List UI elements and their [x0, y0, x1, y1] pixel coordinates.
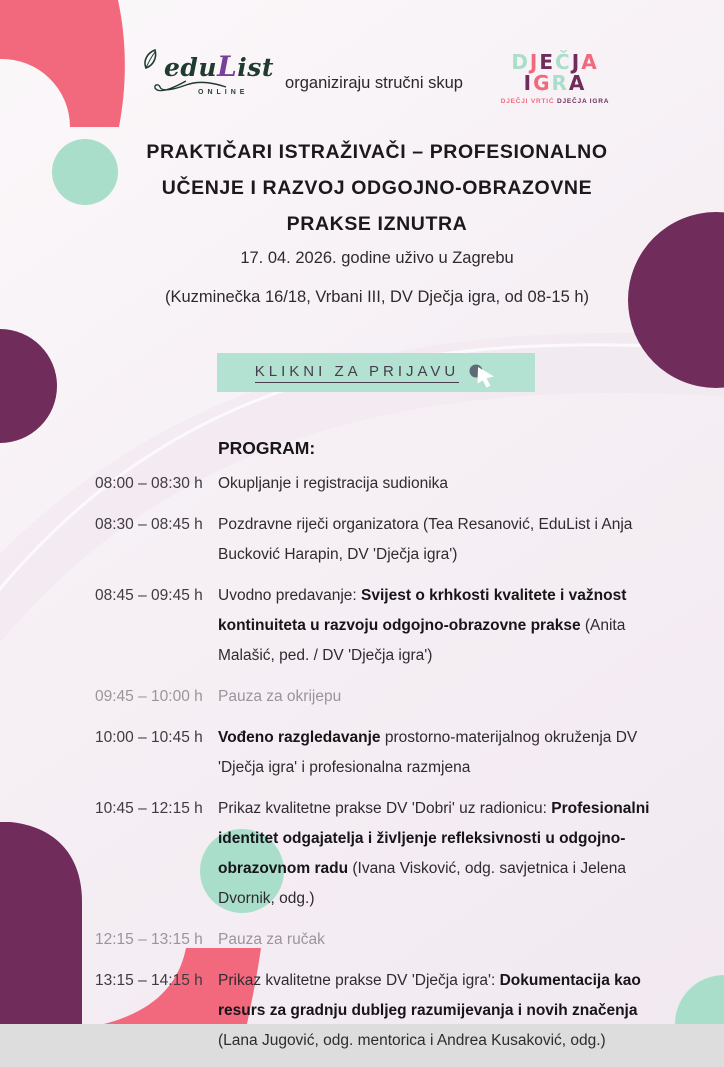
program-desc: Prikaz kvalitetne prakse DV 'Dobri' uz radionicu: Profesionalni identitet odgajatelja i življenje refleksivnosti u odgojno-obrazovnom radu (Ivana Visković, odg. savjetnica i Jelena Dvornik, odg.): [218, 800, 650, 907]
program-time: 13:15 – 14:15 h: [95, 972, 203, 989]
program-desc: Pauza za okrijepu: [218, 688, 342, 705]
program-heading: PROGRAM:: [218, 438, 316, 458]
title-line-2: UČENJE I RAZVOJ ODGOJNO-OBRAZOVNE: [161, 177, 593, 199]
edulist-word-part2: L: [217, 50, 238, 83]
vrtic-logo-line1: DJEČJA: [511, 50, 599, 74]
program-desc: Pozdravne riječi organizatora (Tea Resanović, EduList i Anja Bucković Harapin, DV 'Dječja igra'): [218, 516, 633, 563]
program-time: 08:30 – 08:45 h: [95, 516, 203, 533]
program-row: [95, 966, 665, 1056]
leaf-icon: [142, 48, 166, 76]
vrtic-logo-line2: IGRA: [523, 71, 587, 95]
cta-label[interactable]: KLIKNI ZA PRIJAVU: [255, 363, 459, 383]
program-time: 12:15 – 13:15 h: [95, 931, 203, 948]
edulist-wordmark: [164, 50, 286, 83]
program-section: [95, 438, 665, 1067]
event-location: (Kuzminečka 16/18, Vrbani III, DV Dječja igra, od 08-15 h): [164, 288, 590, 306]
edulist-logo: [146, 50, 286, 96]
program-row: [95, 723, 665, 783]
edulist-word-part3: ist: [237, 53, 274, 82]
program-desc: Okupljanje i registracija sudionika: [218, 475, 449, 492]
program-time: 10:45 – 12:15 h: [95, 800, 203, 817]
program-desc: Vođeno razgledavanje prostorno-materijalnog okruženja DV 'Dječja igra' i profesionalna razmjena: [218, 729, 638, 776]
program-time: 08:45 – 09:45 h: [95, 587, 203, 604]
program-time: 10:00 – 10:45 h: [95, 729, 203, 746]
program-row: [95, 469, 665, 499]
program-rows: [95, 469, 665, 1056]
title-line-1: PRAKTIČARI ISTRAŽIVAČI – PROFESIONALNO: [146, 141, 608, 163]
edulist-word-part1: edu: [164, 53, 218, 82]
vrtic-logo: [500, 52, 610, 105]
organizer-text: organiziraju stručni skup: [285, 74, 463, 92]
cta-button[interactable]: [217, 353, 535, 392]
program-row: [95, 682, 665, 712]
program-time: 08:00 – 08:30 h: [95, 475, 203, 492]
program-desc: Pauza za ručak: [218, 931, 325, 948]
cursor-icon: [467, 362, 497, 390]
title-line-3: PRAKSE IZNUTRA: [286, 213, 468, 235]
program-time: 09:45 – 10:00 h: [95, 688, 203, 705]
program-row: [95, 794, 665, 914]
program-desc: Uvodno predavanje: Svijest o krhkosti kvalitete i važnost kontinuiteta u razvoju odgojno-obrazovne prakse (Anita Malašić, ped. / DV 'Dječja igra'): [218, 587, 627, 664]
edulist-online-label: ONLINE: [198, 89, 249, 96]
program-row: [95, 510, 665, 570]
event-date: 17. 04. 2026. godine uživo u Zagrebu: [240, 249, 514, 267]
event-title: [67, 134, 687, 242]
program-row: [95, 581, 665, 671]
vrtic-logo-caption: DJEČJI VRTIĆ DJEČJA IGRA: [500, 98, 610, 105]
program-desc: Prikaz kvalitetne prakse DV 'Dječja igra': Dokumentacija kao resurs za gradnju dubljeg razumijevanja i novih značenja (Lana Jugović, odg. mentorica i Andrea Kusaković, odg.): [218, 972, 641, 1049]
program-row: [95, 925, 665, 955]
